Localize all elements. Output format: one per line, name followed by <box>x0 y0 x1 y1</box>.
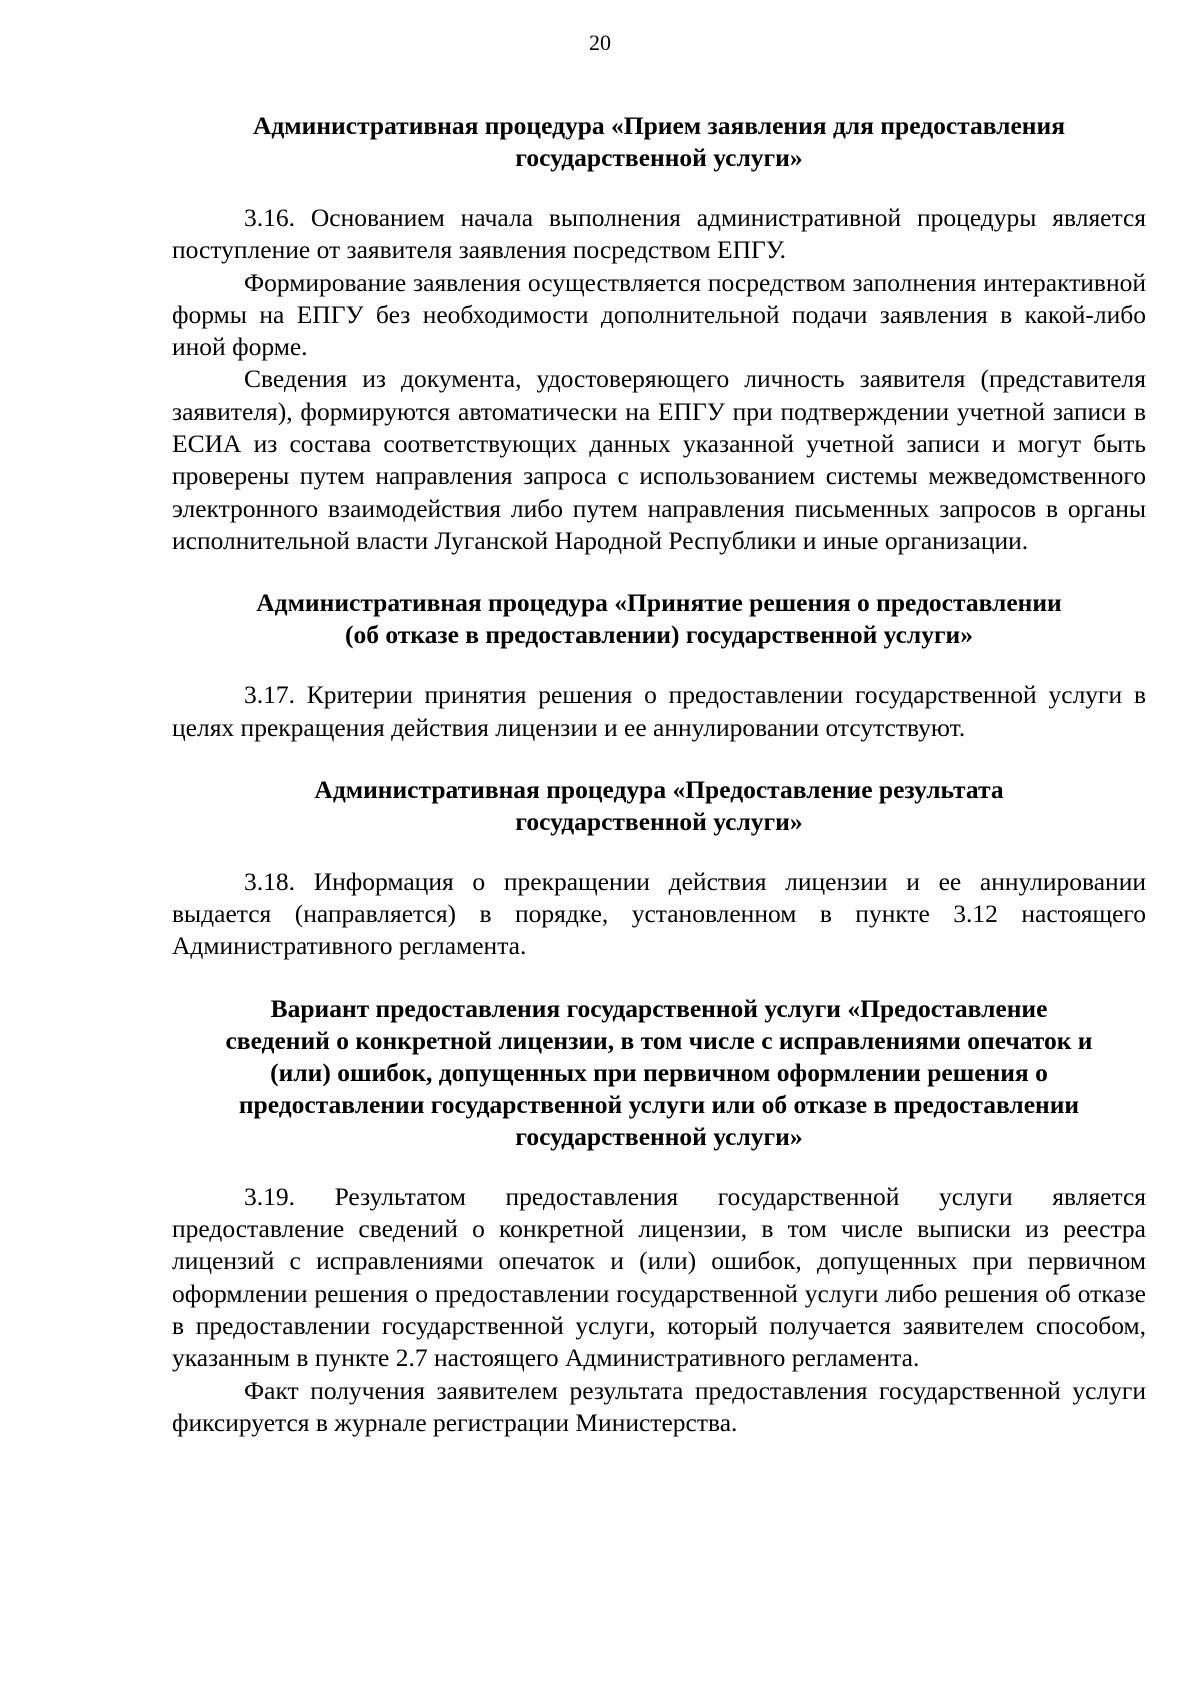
heading-line: сведений о конкретной лицензии, в том числе с исправлениями опечаток и <box>225 1025 1093 1055</box>
heading-line: предоставлении государственной услуги или об отказе в предоставлении <box>238 1089 1080 1119</box>
paragraph: Сведения из документа, удостоверяющего личность заявителя (представителя заявителя), формируются автоматически на ЕПГУ при подтверждении учетной записи в ЕСИА из состава соответствующих данных указанной учетной записи и могут быть проверены путем направления запроса с использованием системы межведомственного электронного взаимодействия либо путем направления письменных запросов в органы исполнительной власти Луганской Народной Республики и иные организации. <box>172 364 1146 555</box>
paragraph: Формирование заявления осуществляется посредством заполнения интерактивной формы на ЕПГУ без необходимости дополнительной подачи заявления в какой-либо иной форме. <box>172 267 1146 362</box>
paragraph-3-19: 3.19. Результатом предоставления государственной услуги является предоставление сведений о конкретной лицензии, в том числе выписки из реестра лицензий с исправлениями опечаток и (или) ошибок, допущенных при первичном оформлении решения о предоставлении государственной услуги либо решения об отказе в предоставлении государственной услуги, который получается заявителем способом, указанным в пункте 2.7 настоящего Административного регламента. <box>172 1181 1146 1373</box>
document-body <box>172 110 1146 1439</box>
paragraph-3-16: 3.16. Основанием начала выполнения административной процедуры является поступление от заявителя заявления посредством ЕПГУ. <box>172 203 1146 265</box>
paragraph-3-18: 3.18. Информация о прекращении действия лицензии и ее аннулировании выдается (направляется) в порядке, установленном в пункте 3.12 настоящего Административного регламента. <box>172 866 1146 961</box>
section-heading <box>172 110 1146 174</box>
heading-line: (или) ошибок, допущенных при первичном оформлении решения о <box>270 1057 1048 1087</box>
page-number: 20 <box>589 30 611 55</box>
section-reception <box>172 110 1146 557</box>
section-decision <box>172 587 1146 744</box>
section-variant <box>172 993 1146 1439</box>
section-result <box>172 774 1146 963</box>
section-heading <box>172 774 1146 838</box>
heading-line: государственной услуги» <box>515 1121 803 1151</box>
heading-line: государственной услуги» <box>515 143 803 172</box>
section-heading <box>172 993 1146 1153</box>
paragraph: Факт получения заявителем результата предоставления государственной услуги фиксируется в журнале регистрации Министерства. <box>172 1375 1146 1437</box>
paragraph-3-17: 3.17. Критерии принятия решения о предоставлении государственной услуги в целях прекращения действия лицензии и ее аннулировании отсутствуют. <box>172 680 1146 742</box>
heading-line: Административная процедура «Прием заявления для предоставления <box>252 111 1065 140</box>
section-heading <box>172 587 1146 651</box>
heading-line: государственной услуги» <box>515 806 803 836</box>
heading-line: Вариант предоставления государственной услуги «Предоставление <box>270 993 1048 1023</box>
heading-line: Административная процедура «Предоставление результата <box>314 774 1004 804</box>
heading-line: (об отказе в предоставлении) государственной услуги» <box>344 620 973 650</box>
heading-line: Административная процедура «Принятие решения о предоставлении <box>256 588 1062 618</box>
